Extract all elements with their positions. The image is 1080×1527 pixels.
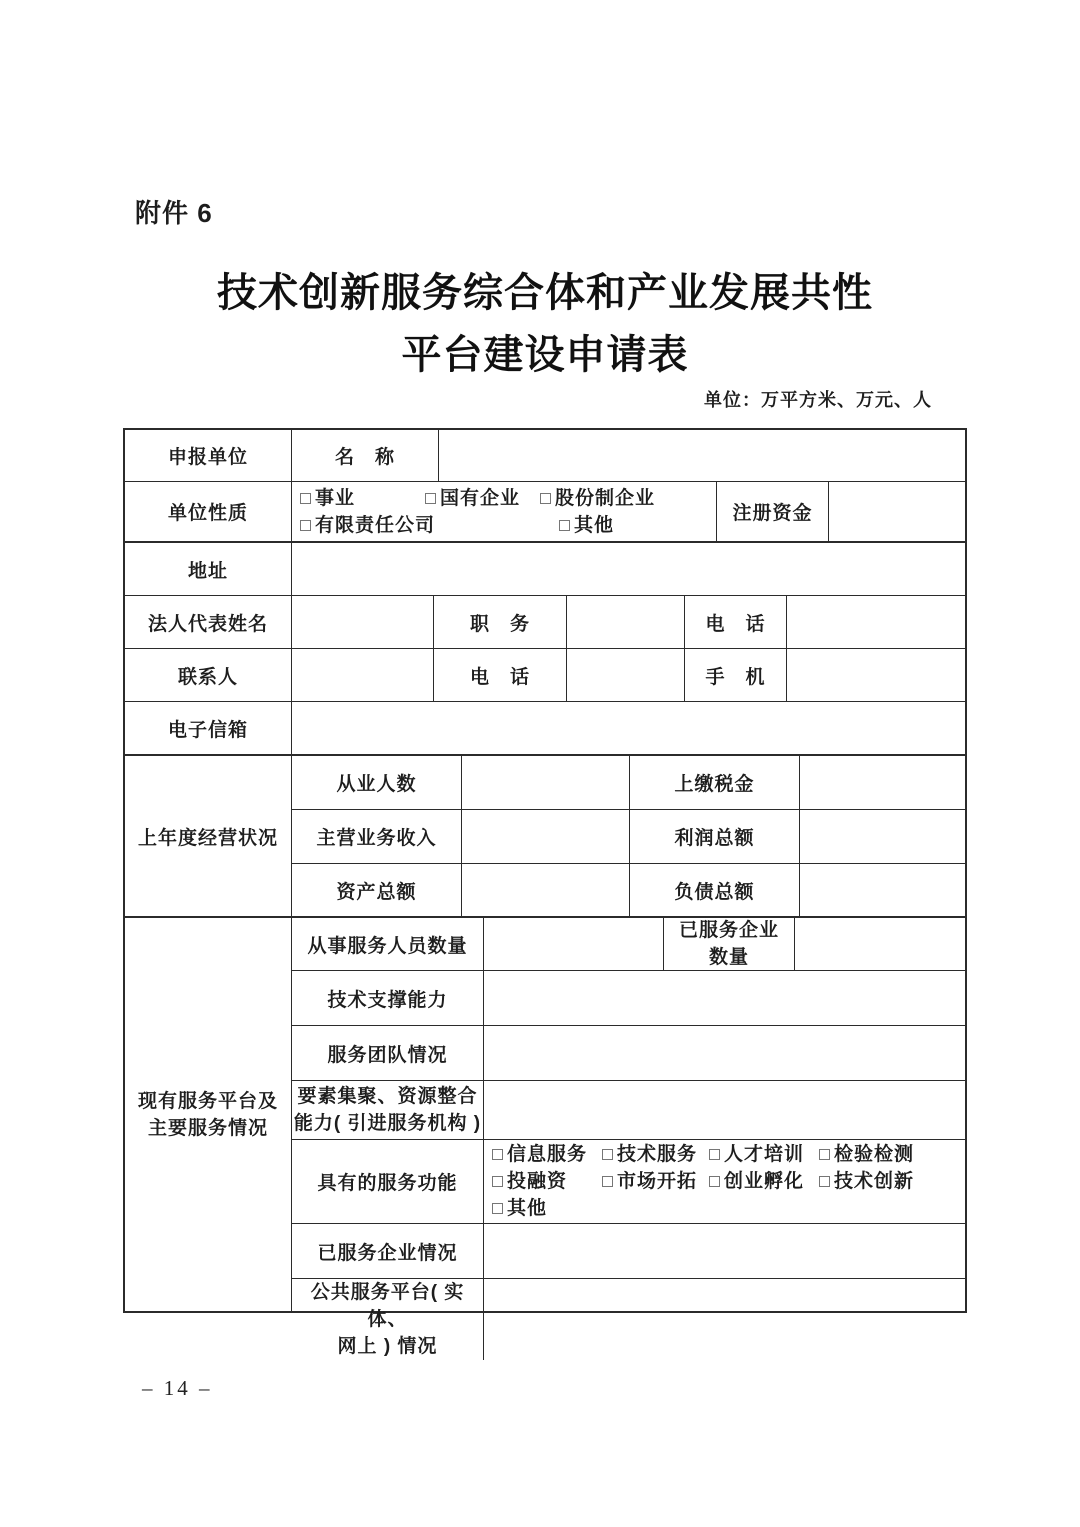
row-contact-person <box>125 649 965 702</box>
checkbox-option-institution[interactable] <box>300 485 425 512</box>
served-count-label-line-1: 已服务企业 <box>678 920 779 941</box>
row-address <box>125 543 965 596</box>
tax-paid-value-cell <box>800 756 965 809</box>
checkbox-icon <box>540 493 551 504</box>
employees-value-cell <box>462 756 630 809</box>
checkbox-option-market-development[interactable] <box>602 1168 709 1195</box>
checkbox-label: 创业孵化 <box>724 1171 805 1192</box>
resource-integration-value-cell <box>484 1081 965 1139</box>
contact-label: 联系人 <box>125 649 292 701</box>
checkbox-option-startup-incubation[interactable] <box>709 1168 819 1195</box>
served-companies-count-value-cell <box>795 918 965 970</box>
checkbox-option-investment-financing[interactable] <box>492 1168 602 1195</box>
checkbox-label: 技术服务 <box>617 1144 698 1165</box>
total-profit-value-cell <box>800 810 965 863</box>
section-existing-platform <box>125 918 965 1357</box>
total-profit-label: 利润总额 <box>630 810 800 863</box>
checkbox-icon <box>819 1149 830 1160</box>
checkbox-option-state-owned[interactable] <box>425 485 540 512</box>
title-line-1: 技术创新服务综合体和产业发展共性 <box>217 270 873 315</box>
checkbox-label: 事业 <box>315 487 356 509</box>
checkbox-label: 市场开拓 <box>617 1171 698 1192</box>
checkbox-icon <box>425 493 436 504</box>
checkbox-icon <box>492 1176 503 1187</box>
legal-rep-phone-value-cell <box>787 596 965 648</box>
main-revenue-value-cell <box>462 810 630 863</box>
previous-year-body <box>292 756 965 916</box>
tech-support-label: 技术支撑能力 <box>292 971 484 1025</box>
existing-platform-body <box>292 918 965 1357</box>
public-platform-label <box>292 1279 484 1360</box>
row-email <box>125 702 965 756</box>
document-title <box>0 262 1080 386</box>
checkbox-icon <box>602 1176 613 1187</box>
total-liabilities-label: 负债总额 <box>630 864 800 916</box>
served-companies-label: 已服务企业情况 <box>292 1224 484 1278</box>
main-revenue-label: 主营业务收入 <box>292 810 462 863</box>
checkbox-label: 股份制企业 <box>555 487 656 509</box>
row-served-companies <box>292 1224 965 1279</box>
contact-phone-value-cell <box>567 649 685 701</box>
applicant-name-label: 名 称 <box>292 430 439 481</box>
checkbox-option-info-service[interactable] <box>492 1141 602 1168</box>
functions-options-line-1 <box>492 1141 914 1168</box>
page-number: – 14 – <box>142 1376 213 1400</box>
tech-support-value-cell <box>484 971 965 1025</box>
service-functions-options-cell <box>484 1140 965 1223</box>
row-public-platform <box>292 1279 965 1360</box>
checkbox-label: 投融资 <box>507 1171 568 1192</box>
row-employees-tax <box>292 756 965 810</box>
checkbox-option-limited-liability[interactable] <box>300 512 559 539</box>
nature-options-line-2 <box>300 512 614 539</box>
legal-rep-phone-label: 电 话 <box>685 596 787 648</box>
contact-mobile-label: 手 机 <box>685 649 787 701</box>
functions-options-line-2 <box>492 1168 914 1195</box>
row-assets-liabilities <box>292 864 965 916</box>
contact-mobile-value-cell <box>787 649 965 701</box>
legal-rep-position-label: 职 务 <box>434 596 567 648</box>
contact-phone-label: 电 话 <box>434 649 567 701</box>
contact-value-cell <box>292 649 434 701</box>
checkbox-icon <box>492 1203 503 1214</box>
checkbox-icon <box>709 1176 720 1187</box>
title-line-2: 平台建设申请表 <box>401 332 689 377</box>
unit-nature-options-cell <box>292 482 717 541</box>
existing-platform-label-line-1: 现有服务平台及 <box>137 1090 278 1112</box>
public-platform-label-line-2: 网上 ) 情况 <box>337 1336 438 1357</box>
applicant-name-value-cell <box>439 430 965 481</box>
checkbox-label: 其他 <box>507 1198 548 1219</box>
existing-platform-label-line-2: 主要服务情况 <box>147 1117 268 1139</box>
served-companies-count-label <box>664 918 795 970</box>
service-functions-label: 具有的服务功能 <box>292 1140 484 1223</box>
unit-nature-label: 单位性质 <box>125 482 292 541</box>
email-label: 电子信箱 <box>125 702 292 754</box>
row-service-staff <box>292 918 965 971</box>
checkbox-label: 信息服务 <box>507 1144 588 1165</box>
row-tech-support <box>292 971 965 1026</box>
checkbox-label: 国有企业 <box>440 487 521 509</box>
unit-note: 单位：万平方米、万元、人 <box>704 390 932 410</box>
checkbox-option-talent-training[interactable] <box>709 1141 819 1168</box>
functions-options-line-3 <box>492 1195 547 1222</box>
service-team-value-cell <box>484 1026 965 1080</box>
checkbox-label: 技术创新 <box>834 1171 915 1192</box>
checkbox-icon <box>300 520 311 531</box>
checkbox-option-tech-service[interactable] <box>602 1141 709 1168</box>
resource-integration-label <box>292 1081 484 1139</box>
row-unit-nature <box>125 482 965 543</box>
registered-capital-label: 注册资金 <box>717 482 829 541</box>
employees-label: 从业人数 <box>292 756 462 809</box>
checkbox-option-joint-stock[interactable] <box>540 485 655 512</box>
service-staff-value-cell <box>484 918 664 970</box>
resource-label-line-1: 要素集聚、资源整合 <box>297 1086 478 1107</box>
row-service-team <box>292 1026 965 1081</box>
row-applicant <box>125 430 965 482</box>
checkbox-icon <box>559 520 570 531</box>
checkbox-option-tech-innovation[interactable] <box>819 1168 914 1195</box>
checkbox-icon <box>819 1176 830 1187</box>
previous-year-label: 上年度经营状况 <box>125 756 292 916</box>
tax-paid-label: 上缴税金 <box>630 756 800 809</box>
checkbox-label: 有限责任公司 <box>315 514 436 536</box>
row-legal-representative <box>125 596 965 649</box>
checkbox-icon <box>709 1149 720 1160</box>
served-companies-value-cell <box>484 1224 965 1278</box>
checkbox-label: 检验检测 <box>834 1144 915 1165</box>
address-value-cell <box>292 543 965 595</box>
checkbox-option-functions-other[interactable] <box>492 1195 547 1222</box>
checkbox-option-other[interactable] <box>559 512 614 539</box>
row-resource-integration <box>292 1081 965 1140</box>
row-service-functions <box>292 1140 965 1224</box>
legal-rep-value-cell <box>292 596 434 648</box>
legal-rep-position-value-cell <box>567 596 685 648</box>
service-team-label: 服务团队情况 <box>292 1026 484 1080</box>
checkbox-icon <box>300 493 311 504</box>
public-platform-label-line-1: 公共服务平台( 实体、 <box>310 1282 465 1330</box>
applicant-label: 申报单位 <box>125 430 292 481</box>
checkbox-label: 人才培训 <box>724 1144 805 1165</box>
nature-options-line-1 <box>300 485 655 512</box>
checkbox-icon <box>492 1149 503 1160</box>
existing-platform-label <box>125 918 292 1311</box>
total-assets-label: 资产总额 <box>292 864 462 916</box>
checkbox-option-inspection-testing[interactable] <box>819 1141 914 1168</box>
email-value-cell <box>292 702 965 754</box>
resource-label-line-2: 能力( 引进服务机构 ) <box>293 1113 482 1134</box>
row-revenue-profit <box>292 810 965 864</box>
public-platform-value-cell <box>484 1279 965 1360</box>
checkbox-label: 其他 <box>574 514 615 536</box>
total-assets-value-cell <box>462 864 630 916</box>
total-liabilities-value-cell <box>800 864 965 916</box>
legal-rep-label: 法人代表姓名 <box>125 596 292 648</box>
registered-capital-value-cell <box>829 482 965 541</box>
attachment-label: 附件 6 <box>135 198 213 228</box>
address-label: 地址 <box>125 543 292 595</box>
section-previous-year <box>125 756 965 918</box>
served-count-label-line-2: 数量 <box>708 947 749 968</box>
checkbox-icon <box>602 1149 613 1160</box>
application-form-table <box>123 428 967 1357</box>
service-staff-label: 从事服务人员数量 <box>292 918 484 970</box>
